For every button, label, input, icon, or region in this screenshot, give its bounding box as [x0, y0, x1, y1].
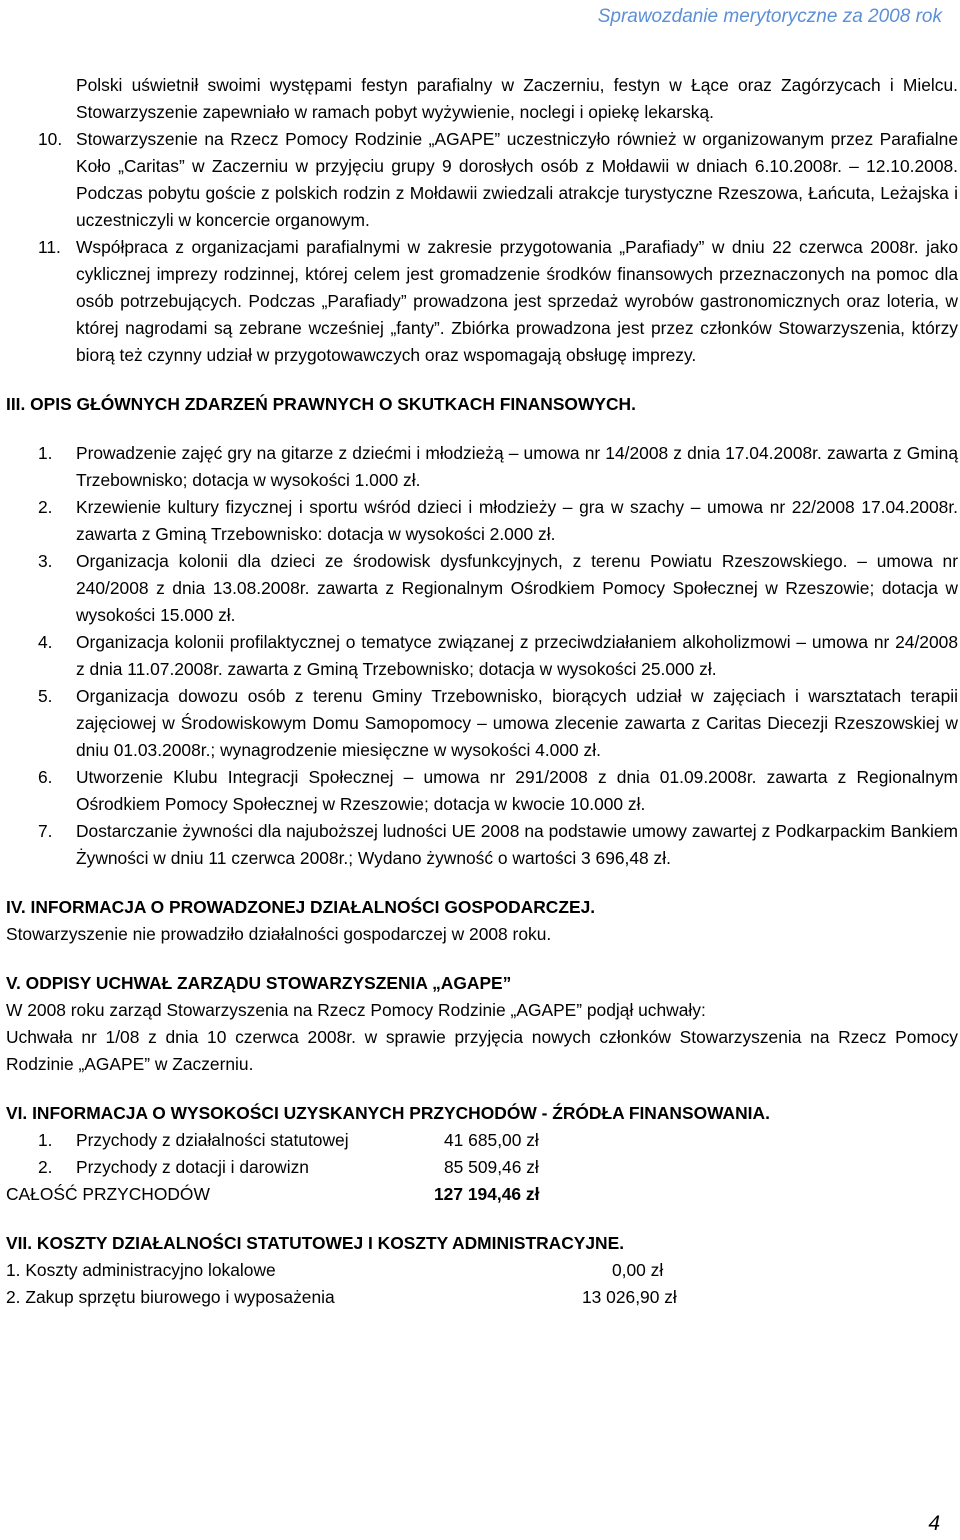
income-amount: 85 509,46 zł [444, 1157, 539, 1177]
legal-event-text: Utworzenie Klubu Integracji Społecznej – umowa nr 291/2008 z dnia 01.09.2008r. zawarta z Regionalnym Ośrodkiem Pomocy Społecznej w Rzeszowie; dotacja w kwocie 10.000 zł. [76, 767, 958, 814]
section-4-text: Stowarzyszenie nie prowadziło działalności gospodarczej w 2008 roku. [6, 924, 552, 944]
event-text: Stowarzyszenie na Rzecz Pomocy Rodzinie „AGAPE” uczestniczyło również w organizowanym przez Parafialne Koło „Caritas” w Zaczerniu w przyjęciu grupy 9 dorosłych osób z Mołdawii w dniach 6.10.2008r. – 12.10.2008. Podczas pobytu goście z polskich rodzin z Mołdawii zwiedzali atrakcje turystyczne Rzeszowa, Łańcuta, Leżajska i uczestniczyli w koncercie organowym. [76, 129, 958, 230]
event-number: 11. [38, 237, 61, 257]
section-5-line-2: Uchwała nr 1/08 z dnia 10 czerwca 2008r. w sprawie przyjęcia nowych członków Stowarzyszenia na Rzecz Pomocy Rodzinie „AGAPE” w Zaczerniu. [6, 1027, 958, 1074]
income-amount: 41 685,00 zł [444, 1130, 539, 1150]
income-total-label: CAŁOŚĆ PRZYCHODÓW [6, 1184, 210, 1204]
income-number: 2. [38, 1157, 53, 1177]
legal-event-number: 2. [38, 497, 53, 517]
legal-event-number: 1. [38, 443, 53, 463]
cost-label: 1. Koszty administracyjno lokalowe [6, 1260, 276, 1280]
income-total-row [6, 1181, 958, 1208]
income-number: 1. [38, 1130, 53, 1150]
legal-event-text: Organizacja kolonii dla dzieci ze środowisk dysfunkcyjnych, z terenu Powiatu Rzeszowskiego. – umowa nr 240/2008 z dnia 13.08.2008r. zawarta z Regionalnym Ośrodkiem Pomocy Społecznej w Rzeszowie; dotacja w wysokości 15.000 zł. [76, 551, 958, 625]
cost-amount: 0,00 zł [612, 1260, 664, 1280]
cost-label: 2. Zakup sprzętu biurowego i wyposażenia [6, 1287, 335, 1307]
income-label: Przychody z dotacji i darowizn [76, 1157, 309, 1177]
section-5-title: V. ODPISY UCHWAŁ ZARZĄDU STOWARZYSZENIA „AGAPE” [6, 973, 512, 993]
legal-event-item [6, 683, 958, 764]
income-label: Przychody z działalności statutowej [76, 1130, 349, 1150]
page-body [6, 72, 958, 1311]
legal-event-item [6, 818, 958, 872]
legal-event-item [6, 764, 958, 818]
legal-event-number: 6. [38, 767, 53, 787]
legal-event-text: Organizacja kolonii profilaktycznej o tematyce związanej z przeciwdziałaniem alkoholizmowi – umowa nr 24/2008 z dnia 11.07.2008r. zawarta z Gminą Trzebownisko; dotacja w wysokości 25.000 zł. [76, 632, 958, 679]
legal-event-number: 7. [38, 821, 53, 841]
cost-row [6, 1257, 958, 1284]
legal-event-number: 4. [38, 632, 53, 652]
income-row [6, 1154, 958, 1181]
legal-event-item [6, 494, 958, 548]
section-7-title: VII. KOSZTY DZIAŁALNOŚCI STATUTOWEJ I KOSZTY ADMINISTRACYJNE. [6, 1233, 625, 1253]
event-item-11 [6, 234, 958, 369]
event-number: 10. [38, 129, 63, 149]
legal-event-number: 5. [38, 686, 53, 706]
legal-event-text: Prowadzenie zajęć gry na gitarze z dziećmi i młodzieżą – umowa nr 14/2008 z dnia 17.04.2008r. zawarta z Gminą Trzebownisko; dotacja w wysokości 1.000 zł. [76, 443, 958, 490]
section-4-title: IV. INFORMACJA O PROWADZONEJ DZIAŁALNOŚCI GOSPODARCZEJ. [6, 897, 596, 917]
cost-row [6, 1284, 958, 1311]
legal-event-item [6, 440, 958, 494]
running-header: Sprawozdanie merytoryczne za 2008 rok [597, 6, 942, 27]
section-6-title: VI. INFORMACJA O WYSOKOŚCI UZYSKANYCH PRZYCHODÓW - ŹRÓDŁA FINANSOWANIA. [6, 1103, 770, 1123]
cost-amount: 13 026,90 zł [582, 1287, 677, 1307]
page-number: 4 [928, 1512, 940, 1535]
income-row [6, 1127, 958, 1154]
section-3-title: III. OPIS GŁÓWNYCH ZDARZEŃ PRAWNYCH O SKUTKACH FINANSOWYCH. [6, 394, 636, 414]
legal-event-number: 3. [38, 551, 53, 571]
legal-event-item [6, 629, 958, 683]
intro-continuation: Polski uświetnił swoimi występami festyn parafialny w Zaczerniu, festyn w Łące oraz Zagórzycach i Mielcu. Stowarzyszenie zapewniało w ramach pobyt wyżywienie, noclegi i opiekę lekarską. [76, 75, 958, 122]
legal-event-text: Organizacja dowozu osób z terenu Gminy Trzebownisko, biorących udział w zajęciach i warsztatach terapii zajęciowej w Środowiskowym Domu Samopomocy – umowa zlecenie zawarta z Caritas Diecezji Rzeszowskiej w dniu 01.03.2008r.; wynagrodzenie miesięczne w wysokości 4.000 zł. [76, 686, 958, 760]
legal-event-text: Krzewienie kultury fizycznej i sportu wśród dzieci i młodzieży – gra w szachy – umowa nr 22/2008 17.04.2008r. zawarta z Gminą Trzebownisko: dotacja w wysokości 2.000 zł. [76, 497, 958, 544]
income-total-amount: 127 194,46 zł [434, 1184, 540, 1204]
legal-event-item [6, 548, 958, 629]
legal-event-text: Dostarczanie żywności dla najuboższej ludności UE 2008 na podstawie umowy zawartej z Podkarpackim Bankiem Żywności w dniu 11 czerwca 2008r.; Wydano żywność o wartości 3 696,48 zł. [76, 821, 958, 868]
event-text: Współpraca z organizacjami parafialnymi w zakresie przygotowania „Parafiady” w dniu 22 czerwca 2008r. jako cyklicznej imprezy rodzinnej, której celem jest gromadzenie środków finansowych przeznaczonych na pomoc dla osób potrzebujących. Podczas „Parafiady” prowadzona jest sprzedaż wyrobów gastronomicznych oraz loteria, w której nagrodami są zebrane wcześniej „fanty”. Zbiórka prowadzona jest przez członków Stowarzyszenia, którzy biorą też czynny udział w przygotowawczych oraz wspomagają obsługę imprezy. [76, 237, 958, 365]
section-5-line-1: W 2008 roku zarząd Stowarzyszenia na Rzecz Pomocy Rodzinie „AGAPE” podjął uchwały: [6, 1000, 706, 1020]
event-item-10 [6, 126, 958, 234]
